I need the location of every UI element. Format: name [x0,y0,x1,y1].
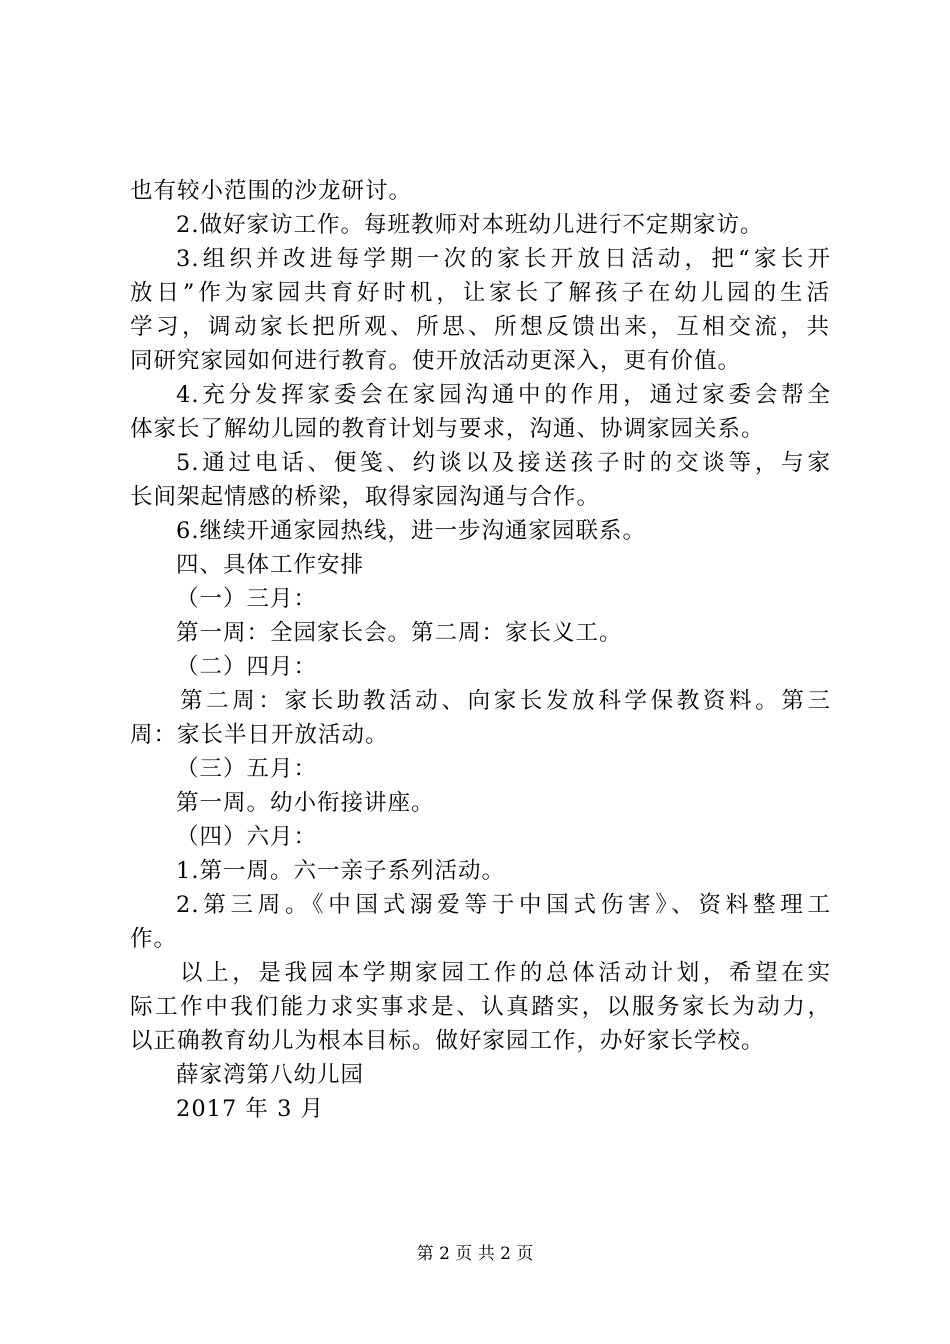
body-line: 第一周。幼小衔接讲座。 [176,790,435,816]
body-line: 2.做好家访工作。每班教师对本班幼儿进行不定期家访。 [176,212,764,238]
body-line: 学习，调动家长把所观、所思、所想反馈出来，互相交流，共 [130,314,830,340]
body-line: 长间架起情感的桥梁，取得家园沟通与合作。 [130,484,601,510]
body-line: 体家长了解幼儿园的教育计划与要求，沟通、协调家园关系。 [130,416,765,442]
body-line: 2.第三周。《中国式溺爱等于中国式伤害》、资料整理工 [176,892,831,918]
body-line: 第一周：全园家长会。第二周：家长义工。 [176,620,623,646]
body-line: 作。 [130,926,178,952]
signature-date: 2017 年 3 月 [176,1096,325,1122]
body-line: 4.充分发挥家委会在家园沟通中的作用，通过家委会帮全 [176,382,831,408]
body-line: 际工作中我们能力求实事求是、认真踏实，以服务家长为动力， [130,994,831,1020]
body-line: 以上，是我园本学期家园工作的总体活动计划，希望在实 [180,960,831,986]
subsection-heading: （四）六月： [176,824,318,850]
subsection-heading: （三）五月： [176,756,318,782]
body-line: 同研究家园如何进行教育。使开放活动更深入，更有价值。 [130,348,742,374]
body-line: 6.继续开通家园热线，进一步沟通家园联系。 [176,518,646,544]
page-footer: 第 2 页 共 2 页 [416,1244,534,1264]
section-heading: 四、具体工作安排 [176,552,365,578]
body-line: 1.第一周。六一亲子系列活动。 [176,858,505,884]
body-line: 5.通过电话、便笺、约谈以及接送孩子时的交谈等，与家 [176,450,831,476]
subsection-heading: （一）三月： [176,586,318,612]
body-line: 也有较小范围的沙龙研讨。 [130,178,413,204]
signature-organization: 薛家湾第八幼儿园 [176,1062,365,1088]
body-line: 3.组织并改进每学期一次的家长开放日活动，把“家长开 [176,246,831,272]
subsection-heading: （二）四月： [176,654,318,680]
body-line: 放日”作为家园共育好时机，让家长了解孩子在幼儿园的生活 [130,280,830,306]
body-line: 以正确教育幼儿为根本目标。做好家园工作，办好家长学校。 [130,1028,765,1054]
body-line: 周：家长半日开放活动。 [130,722,389,748]
body-line: 第二周：家长助教活动、向家长发放科学保教资料。第三 [180,688,831,714]
